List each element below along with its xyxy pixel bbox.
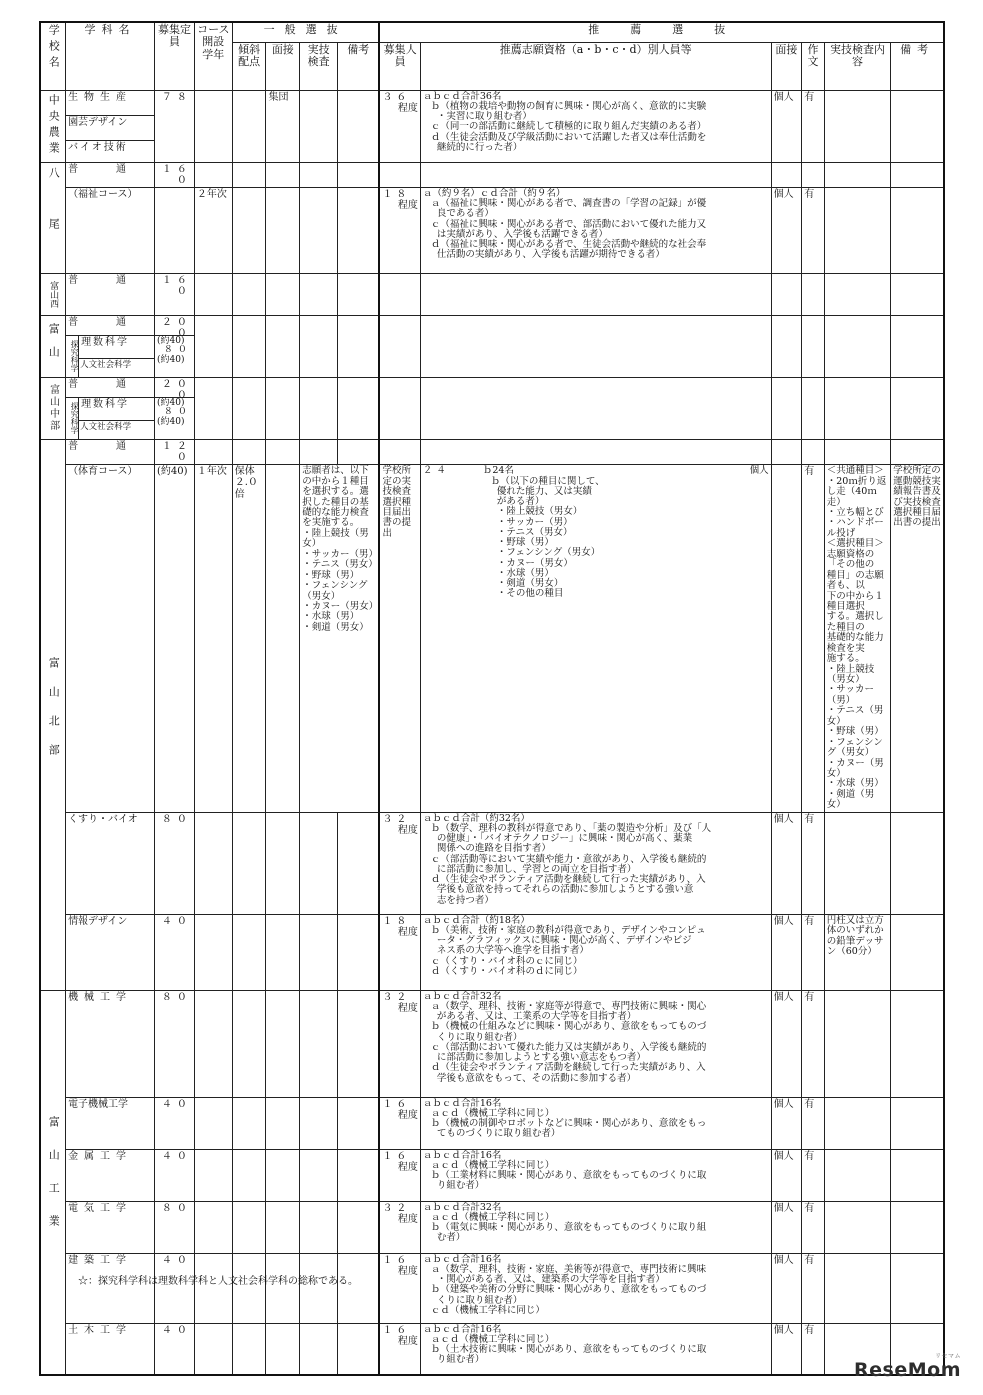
rec-qual: ａｂｃｄ合計32名 ａ（数学、理科、技術・家庭等が得意で、専門技術に興味・関心 がある者、又は、工業系の大学等を目指す者） ｂ（機械の仕組みなどに興味・関心があり、意欲をもってものづ くりに取り組む者） ｃ（部活動において優れた能力又は実績があり、入学後も継続的 に部活動に参加しようとする強い意志をもつ者） ｄ（生徒会やボランティア活動を継続して行った実績があり、入 学後も意欲をもって、その活動に参加する者） (420, 990, 771, 1097)
quota: ４０ (155, 1149, 195, 1201)
dept-name: 普 通 (66, 439, 155, 464)
essay: 有 (802, 914, 824, 990)
rec-quota: １８ 程度 (379, 914, 420, 990)
dept-name: 園芸デザイン (66, 116, 154, 141)
rec-qual: ａ（約９名）ｃｄ合計（約９名） ａ（福祉に興味・関心がある者で、調査書の「学習の記録」が優 良である者） ｃ（福祉に興味・関心がある者で、部活動において優れた能力又 は実績があり、入学後も活躍できる者） ｄ（福祉に興味・関心がある者で、生徒会活動や継続的な社会奉 仕活動の実績があり、入学後も活躍が期待できる者） (420, 187, 771, 273)
quota: １６０ (155, 273, 195, 315)
rec-remarks (891, 90, 944, 162)
dept-name: 建築工学 (66, 1253, 155, 1323)
rec-interview: 個人 (771, 914, 802, 990)
remarks: 学校所定の実技検査選択種目届出書の提出 (379, 465, 420, 812)
dept-cell (66, 377, 155, 439)
rec-qual: ａｂｃｄ合計16名 ａｃｄ（機械工学科に同じ） ｂ（機械の制御やロボットなどに興味・関心があり、意欲をもっ てものづくりに取り組む者） (420, 1097, 771, 1149)
resemom-logo: ReseMom リセマム (854, 1353, 961, 1381)
header-rec-quota: 募集人員 (379, 42, 420, 90)
dept-name: 土木工学 (66, 1323, 155, 1375)
weighted: 保体２.０倍 (232, 465, 266, 812)
rec-practical: ＜共通種目＞ ・20ｍ折り返し走（40ｍ 走） ・立ち幅とび ・ハンドボール投げ ＜選択種目＞ 志願資格の「その他の 種目」の志願者も、以 下の中から１種目選択 する。選択した種目の 基礎的な能力検査を実 施する。 ・陸上競技（男女） ・サッカー（男） ・テニス（男女） ・野球（男） ・フェンシング（男女） ・カヌー（男女） ・水球（男） ・剣道（男女） (824, 465, 890, 812)
essay: 有 (802, 1253, 824, 1323)
rec-quota: ３２ 程度 (379, 812, 420, 914)
essay: 有 (802, 465, 824, 812)
dept-name: バイオ技術 (68, 141, 128, 153)
dept-name: 理数科学 (79, 336, 154, 359)
dept-name: 電子機械工学 (66, 1097, 155, 1149)
footnote: ☆：探究科学科は理数科学科と人文社会科学科の総称である。 (78, 1276, 358, 1287)
course-year: ２年次 (194, 187, 232, 273)
rec-interview: 個人 (771, 1149, 802, 1201)
sub-label: 探究科学 (66, 398, 79, 439)
rec-interview: 個人 (771, 990, 802, 1097)
rec-quota: ２４ (422, 465, 450, 477)
practical (300, 90, 338, 162)
school-yao: 八尾 (40, 162, 66, 273)
dept-name: 生物生産 (66, 91, 154, 116)
quota: １６０ (155, 162, 195, 187)
header-rec-qual: 推薦志願資格（a・b・c・d）別人員等 (420, 42, 771, 90)
rec-quota: ３２ 程度 (379, 1201, 420, 1253)
header-quota: 募集定員 (155, 22, 195, 90)
rec-quota: ３６ 程度 (379, 90, 420, 162)
rec-qual: ２４ ｂ24名 ｂ（以下の種目に関して、 優れた能力、又は実績 がある者） ・陸上競技（男女） ・サッカー（男） ・テニス（男女） ・野球（男） ・フェンシング（男女） ・カヌー（男女） ・水球（男） ・剣道（男女） ・その他の種目 個人 (420, 465, 771, 812)
dept-name: くすり・バイオ (66, 812, 155, 914)
dept-name: 機械工学 (66, 990, 155, 1097)
header-rec-interview: 面接 (771, 42, 802, 90)
rec-quota: １６ 程度 (379, 1097, 420, 1149)
rec-qual: ａｂｃｄ合計（約32名） ｂ（数学、理科の教科が得意であり、「薬の製造や分析」及び「人 の健康」・「バイオテクノロジー」に興味・関心が高く、薬業 関係への進路を目指す者） ｃ（部活動等において実績や能力・意欲があり、入学後も継続的 に部活動に参加し、学習との両立を目指す者） ｄ（生徒会やボランティア活動を継続して行った実績があり、入 学後も意欲を持ってそれらの活動に参加しようとする強い意 志を持つ者） (420, 812, 771, 914)
rec-quota: ３２ 程度 (379, 990, 420, 1097)
rec-interview: 個人 (771, 1097, 802, 1149)
quota: ４０ (155, 1253, 195, 1323)
dept-name: 普 通 (66, 316, 154, 336)
header-essay: 作文 (802, 42, 824, 90)
rec-interview: 個人 (771, 1323, 802, 1375)
rec-interview: 個人 (771, 1253, 802, 1323)
rec-practical (824, 90, 890, 162)
school-hokubu: 富山北部 (40, 439, 66, 990)
dept-name: （体育コース） (66, 465, 155, 812)
quota: ４０ (155, 1097, 195, 1149)
rec-qual: ａｂｃｄ合計36名 ｂ（植物の栽培や動物の飼育に興味・関心が高く、意欲的に実験 ・実習に取り組む者） ｃ（同一の部活動に継続して積極的に取り組んだ実績のある者） ｄ（生徒会活動及び学級活動において活躍した者又は奉仕活動を 継続的に行った者） (420, 90, 771, 162)
school-kogyo: 富山工業 (40, 990, 66, 1375)
quota (155, 187, 195, 273)
rec-quota: １６ 程度 (379, 1149, 420, 1201)
interview: 集団 (266, 90, 300, 162)
header-rec-remarks: 備考 (891, 42, 944, 90)
rec-interview (771, 465, 802, 812)
practical: 志願者は、以下の中から１種目 を選択する。選択した種目の基 礎的な能力検査を実施する。 ・陸上競技（男女） ・サッカー（男） ・テニス（男女） ・野球（男） ・フェンシング（男女） ・カヌー（男女） ・水球（男） ・剣道（男女） (300, 465, 380, 812)
header-interview: 面接 (266, 42, 300, 90)
header-weighted: 傾斜配点 (232, 42, 266, 90)
quota: ８０ (155, 990, 195, 1097)
essay: 有 (802, 1097, 824, 1149)
rec-quota: １８ 程度 (379, 187, 420, 273)
dept-name: 普 通 (66, 162, 155, 187)
quota: ２００ (約40) ８０ (約40) (155, 315, 195, 377)
header-remarks: 備考 (338, 42, 380, 90)
rec-qual: ａｂｃｄ合計16名 ａｃｄ（機械工学科に同じ） ｂ（土木技術に興味・関心があり、意欲をもってものづくりに取 り組む者） (420, 1323, 771, 1375)
rec-quota: １６ 程度 (379, 1253, 420, 1323)
quota: ７８ (155, 90, 195, 162)
header-recommend-title: 推 薦 選 抜 (379, 22, 944, 42)
header-general-title: 一般選抜 (232, 22, 379, 42)
rec-qual: ａｂｃｄ合計16名 ａｃｄ（機械工学科に同じ） ｂ（工業材料に興味・関心があり、意欲をもってものづくりに取 り組む者） (420, 1149, 771, 1201)
quota: ８０ (155, 1201, 195, 1253)
header-dept: 学科名 (66, 22, 155, 90)
dept-cell (66, 315, 155, 377)
rec-interview: 個人 (771, 90, 802, 162)
header-course-year: コース開設学年 (194, 22, 232, 90)
dept-cell (66, 90, 155, 162)
quota: (約40) (155, 465, 195, 812)
dept-name: 普 通 (66, 273, 155, 315)
rec-practical: 円柱又は立方体のいずれかの鉛筆デッサン（60分） (824, 914, 890, 990)
quota: ２００ (約40) ８０ (約40) (155, 377, 195, 439)
course-year (194, 90, 232, 162)
rec-interview: 個人 (771, 187, 802, 273)
remarks (338, 90, 380, 162)
weighted (232, 90, 266, 162)
dept-name: 人文社会科学 (80, 359, 132, 370)
admission-table (39, 21, 945, 1376)
rec-qual: ａｂｃｄ合計16名 ａ（数学、理科、技術・家庭、美術等が得意で、専門技術に興味 ・関心がある者、又は、建築系の大学等を目指す者） ｂ（建築や美術の分野に興味・関心があり、意欲をもってものづ くりに取り組む者） ｃｄ（機械工学科に同じ） (420, 1253, 771, 1323)
essay: 有 (802, 1149, 824, 1201)
dept-name: 電気工学 (66, 1201, 155, 1253)
quota: ８０ (155, 812, 195, 914)
essay: 有 (802, 187, 824, 273)
school-chubu: 富山中部 (40, 377, 66, 439)
header-school: 学校名 (40, 22, 66, 90)
header-practical: 実技検査 (300, 42, 338, 90)
rec-qual: ａｂｃｄ合計32名 ａｃｄ（機械工学科に同じ） ｂ（電気に興味・関心があり、意欲をもってものづくりに取り組 む者） (420, 1201, 771, 1253)
essay: 有 (802, 1323, 824, 1375)
rec-interview: 個人 (749, 465, 769, 477)
dept-name: 理数科学 (79, 398, 154, 421)
quota: ４０ (155, 1323, 195, 1375)
sub-label: 探究科学 (66, 336, 79, 377)
dept-name: 情報デザイン (66, 914, 155, 990)
rec-quota: １６ 程度 (379, 1323, 420, 1375)
rec-qual: ａｂｃｄ合計（約18名） ｂ（美術、技術・家庭の教科が得意であり、デザインやコンピュ ータ・グラフィックスに興味・関心が高く、デザインやビジ ネス系の大学等へ進学を目指す者） ｃ（くすり・バイオ科のｃに同じ） ｄ（くすり・バイオ科のｄに同じ） (420, 914, 771, 990)
quota: ４０ (155, 914, 195, 990)
dept-name: 普 通 (66, 378, 154, 398)
school-toyama: 富山 (40, 315, 66, 377)
course-year: １年次 (194, 465, 232, 812)
essay: 有 (802, 990, 824, 1097)
dept-name: 金属工学 (66, 1149, 155, 1201)
quota: １２０ (155, 439, 195, 464)
rec-remarks: 学校所定の運動競技実績報告書及び実技検査選択種目届出書の提出 (891, 465, 944, 812)
essay: 有 (802, 90, 824, 162)
rec-interview: 個人 (771, 812, 802, 914)
school-nishi: 富山西 (40, 273, 66, 315)
dept-name: （福祉コース） (66, 187, 155, 273)
essay: 有 (802, 812, 824, 914)
school-chuo: 中央農業 (40, 90, 66, 162)
dept-name: 人文社会科学 (80, 421, 132, 432)
header-rec-practical: 実技検査内容 (824, 42, 890, 90)
rec-interview: 個人 (771, 1201, 802, 1253)
essay: 有 (802, 1201, 824, 1253)
